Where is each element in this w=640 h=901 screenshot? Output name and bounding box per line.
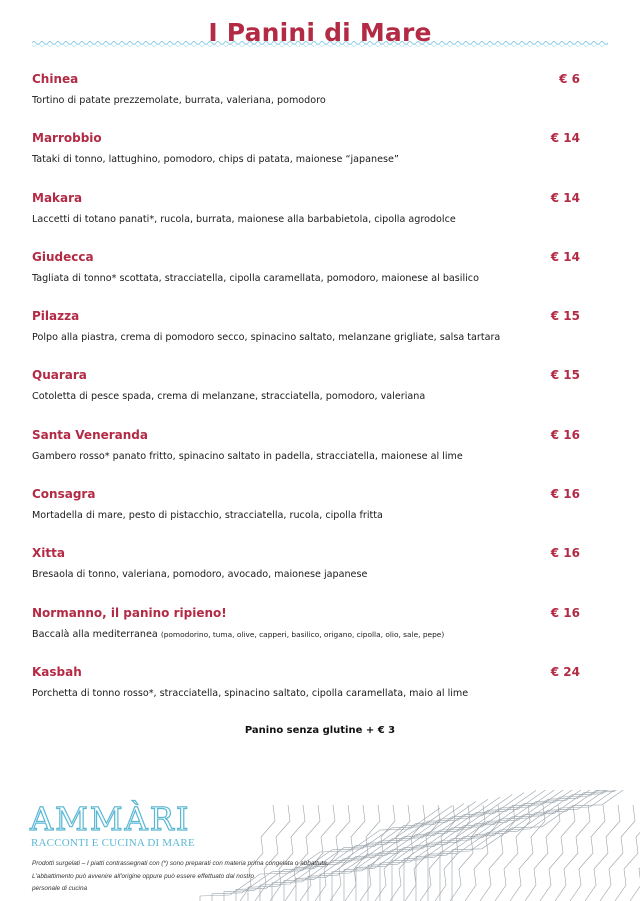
item-price: € 16 bbox=[550, 605, 580, 620]
item-description bbox=[32, 214, 456, 225]
menu-item bbox=[32, 129, 580, 188]
item-name: Makara bbox=[32, 190, 83, 205]
item-description-text: Cotoletta di pesce spada, crema di melanzane, stracciatella, pomodoro, valeriana bbox=[32, 391, 426, 403]
item-name: Quarara bbox=[32, 368, 87, 383]
item-description-text: Gambero rosso* panato fritto, spinacino saltato in padella, stracciatella, maionese al lime bbox=[32, 450, 463, 462]
item-price: € 14 bbox=[550, 190, 580, 205]
menu-item bbox=[32, 485, 580, 544]
menu-item bbox=[32, 70, 580, 129]
item-price: € 15 bbox=[550, 309, 580, 324]
menu-list bbox=[32, 70, 580, 722]
frozen-products-footnote bbox=[32, 858, 362, 896]
item-description bbox=[32, 332, 500, 343]
item-description bbox=[32, 569, 367, 580]
item-name: Pilazza bbox=[32, 309, 80, 324]
wave-divider bbox=[32, 38, 608, 48]
item-description bbox=[32, 273, 479, 284]
menu-item bbox=[32, 426, 580, 485]
item-description-text: Polpo alla piastra, crema di pomodoro secco, spinacino saltato, melanzane grigliate, salsa tartara bbox=[32, 332, 501, 344]
item-price: € 16 bbox=[550, 546, 580, 561]
item-description bbox=[32, 451, 463, 462]
item-description-detail: (pomodorino, tuma, olive, capperi, basilico, origano, cipolla, olio, sale, pepe) bbox=[160, 629, 445, 639]
menu-item bbox=[32, 248, 580, 307]
item-price: € 6 bbox=[559, 72, 580, 86]
item-name: Consagra bbox=[32, 487, 96, 502]
menu-item bbox=[32, 663, 580, 722]
logo-wordmark: AMMÀRI bbox=[30, 800, 191, 838]
item-description bbox=[32, 510, 383, 521]
logo-tagline: RACCONTI E CUCINA DI MARE bbox=[31, 837, 195, 849]
item-name: Xitta bbox=[32, 546, 65, 561]
item-price: € 16 bbox=[550, 427, 580, 442]
item-name: Giudecca bbox=[32, 249, 94, 264]
menu-item bbox=[32, 366, 580, 425]
item-description-text: Baccalà alla mediterranea bbox=[32, 628, 158, 640]
item-price: € 15 bbox=[550, 368, 580, 383]
item-description-text: Laccetti di totano panati*, rucola, burrata, maionese alla barbabietola, cipolla agrodolce bbox=[32, 213, 456, 225]
item-name: Marrobbio bbox=[32, 131, 102, 146]
item-name: Normanno, il panino ripieno! bbox=[32, 605, 227, 620]
item-price: € 14 bbox=[550, 249, 580, 264]
gluten-free-note: Panino senza glutine + € 3 bbox=[244, 725, 396, 736]
item-description-text: Porchetta di tonno rosso*, stracciatella, spinacino saltato, cipolla caramellata, maio al lime bbox=[32, 687, 469, 699]
item-name: Santa Veneranda bbox=[32, 427, 148, 442]
item-price: € 16 bbox=[550, 487, 580, 502]
item-description-text: Mortadella di mare, pesto di pistacchio, stracciatella, rucola, cipolla fritta bbox=[32, 510, 383, 522]
menu-item bbox=[32, 604, 580, 663]
item-description-text: Tataki di tonno, lattughino, pomodoro, chips di patata, maionese “japanese” bbox=[32, 154, 399, 166]
menu-item bbox=[32, 189, 580, 248]
item-description bbox=[32, 154, 399, 165]
footnote-line: L'abbattimento può avvenire all'origine oppure può essere effettuato dal nostro bbox=[32, 872, 254, 880]
item-description-text: Tagliata di tonno* scottata, stracciatella, cipolla caramellata, pomodoro, maionese al basilico bbox=[32, 272, 479, 284]
item-price: € 14 bbox=[550, 131, 580, 146]
footnote-line: personale di cucina bbox=[32, 885, 88, 892]
item-price: € 24 bbox=[550, 664, 580, 679]
item-name: Chinea bbox=[32, 72, 79, 86]
menu-item bbox=[32, 307, 580, 366]
item-description bbox=[32, 95, 326, 106]
page-title: I Panini di Mare bbox=[208, 18, 432, 47]
menu-item bbox=[32, 544, 580, 603]
restaurant-logo bbox=[30, 800, 220, 850]
item-name: Kasbah bbox=[32, 664, 82, 679]
item-description-text: Bresaola di tonno, valeriana, pomodoro, avocado, maionese japanese bbox=[32, 569, 368, 581]
item-description-text: Tortino di patate prezzemolate, burrata, valeriana, pomodoro bbox=[32, 95, 326, 106]
item-description bbox=[32, 391, 425, 402]
footnote-line: Prodotti surgelati – I piatti contrassegnati con (*) sono preparati con materia prima congelata o abbattuta. bbox=[32, 860, 329, 867]
item-description bbox=[32, 629, 444, 640]
item-description bbox=[32, 688, 468, 699]
